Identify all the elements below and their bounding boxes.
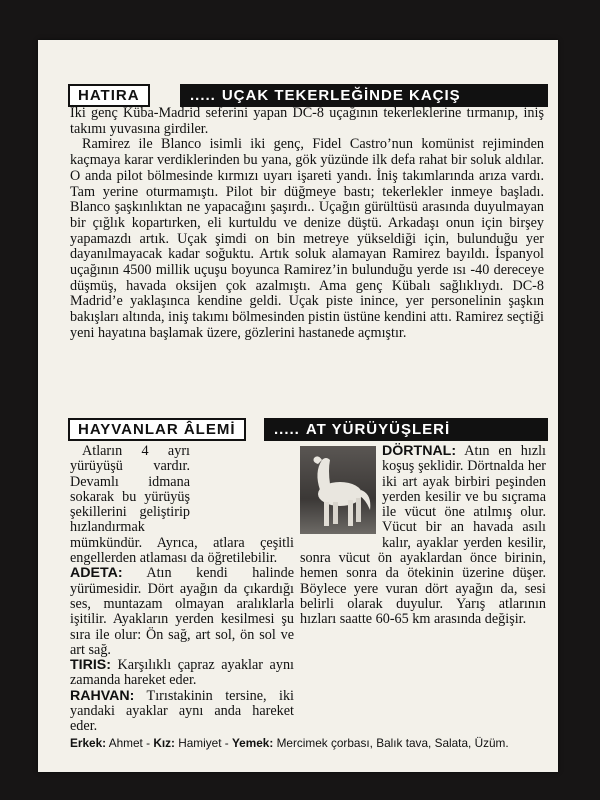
erkek-label: Erkek: <box>70 736 107 750</box>
hayvanlar-dots: ..... <box>274 421 300 438</box>
adeta-term: ADETA: <box>70 565 123 582</box>
hatira-paragraph: İki genç Küba-Madrid seferini yapan DC-8 uçağının tekerleklerine tırmanıp, iniş takımı yuvasına girdiler. <box>70 105 544 137</box>
newspaper-clipping <box>38 40 558 772</box>
hayvanlar-title-bar <box>264 418 548 441</box>
rahvan-text: Tırıstakinin tersine, iki yandaki ayaklar aynı anda hareket eder. <box>70 687 294 735</box>
at-intro: Atların 4 ayrı yürüyüşü vardır. Devamlı idmana sokarak bu yürüyüş şekillerini geliştirip hızlandırmak mümkündür. Ayrıca, atlara çeşitli engellerden atlaması da öğretilebilir. <box>70 443 294 567</box>
adeta-text: Atın kendi halinde yürümesidir. Dört ayağın da çıkardığı ses, muntazam olmayan aralıklarla işitilir. Ayakların yerden kesilmesi şu sıra ile olur: Ön sağ, art sol, ön sol ve art sağ. <box>70 565 294 658</box>
horse-icon <box>300 446 376 534</box>
hatira-title-bar <box>180 84 548 107</box>
dortnal-term: DÖRTNAL: <box>382 443 457 459</box>
hatira-tag: HATIRA <box>68 84 150 107</box>
yemek-label: Yemek: <box>231 736 274 750</box>
hayvanlar-title: AT YÜRÜYÜŞLERİ <box>305 421 451 438</box>
yemek-value: Mercimek çorbası, Balık tava, Salata, Üzüm. <box>276 736 509 750</box>
tiris-paragraph <box>70 658 294 689</box>
hatira-story <box>70 106 544 342</box>
horse-photo <box>300 446 376 534</box>
tiris-term: TIRIS: <box>70 657 111 674</box>
hatira-dots: ..... <box>190 87 216 104</box>
tiris-text: Karşılıklı çapraz ayaklar aynı zamanda hareket eder. <box>70 657 294 689</box>
hayvanlar-header <box>68 418 548 439</box>
hayvanlar-tag: HAYVANLAR ÂLEMİ <box>68 418 246 441</box>
hatira-title: UÇAK TEKERLEĞİNDE KAÇIŞ <box>221 87 461 104</box>
at-right-column <box>300 444 546 628</box>
kiz-value: Hamiyet <box>178 736 222 750</box>
float-spacer <box>194 448 294 524</box>
adeta-paragraph <box>70 566 294 658</box>
rahvan-paragraph <box>70 689 294 735</box>
separator: - <box>221 736 232 750</box>
rahvan-term: RAHVAN: <box>70 687 135 704</box>
at-left-column <box>70 444 294 735</box>
menu-footer <box>70 736 550 750</box>
erkek-value: Ahmet <box>108 736 143 750</box>
separator: - <box>142 736 154 750</box>
dortnal-text: Atın en hızlı koşuş şeklidir. Dörtnalda her iki art ayak birbiri peşinden yerden kesilir ve bu sıçrama ile vücut öne atılmış olur. Vücut bir an havada asılı kalır, ayaklar yerden kesilir, sonra vücut ön ayaklardan önce birinin, hemen sonra da ötekinin üzerine düşer. Böylece yere vuran dört ayağın da, sesi belirli olarak duyulur. Yarış atlarının hızları saatte 60-65 km arasında değişir. <box>300 443 546 628</box>
hatira-paragraph: Ramirez ile Blanco isimli iki genç, Fidel Castro’nun komünist rejiminden kaçmaya karar verdiklerinden bu yana, gök yüzünde ilk defa rahat bir soluk aldılar. O anda pilot bölmesinde kırmızı uyarı işareti yandı. İniş takımlarında arıza vardı. Tam yerine oturmamıştı. Pilot bir düğmeye bastı; tekerlekler inmeye başladı. Blanco şaşkınlıktan ne yapacağını şaşırdı.. Uçağın gürültüsü arasında duyulmayan bir çığlık kopartırken, eli kurtuldu ve denize düştü. Arkadaşı onun için birşey yapamazdı artık. Uçak şimdi on bin metreye yükseldiği için, bulunduğu yer dayanılmayacak kadar soğuktu. Artık soluk alamayan Ramirez bayıldı. İspanyol uçağının 4500 millik uçuşu boyunca Ramirez’in bulunduğu yerde ısı -40 dereceye düşmüş, havada oksijen çok azalmıştı. Ama genç Kübalı sağlıklıydı. DC-8 Madrid’e yaklaşınca kendine geldi. Uçak piste inince, yer personelinin şaşkın bakışları altında, iniş takımı bölmesinden pistin üstüne kendini attı. Ramirez seçtiği yeni hayatına başlamak üzere, gözlerini hastanede açmıştır. <box>70 136 544 341</box>
kiz-label: Kız: <box>153 736 175 750</box>
hatira-header <box>68 84 548 105</box>
